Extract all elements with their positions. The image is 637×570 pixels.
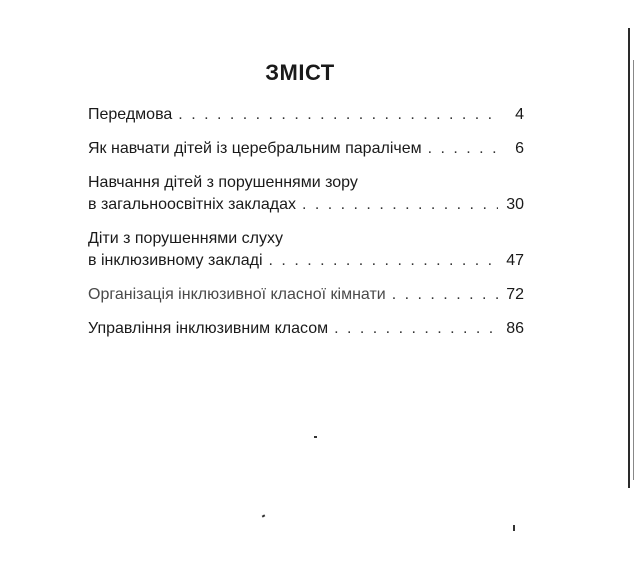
page-edge-shadow [628, 28, 630, 488]
toc-page-number: 6 [515, 140, 524, 157]
toc-title: ЗМІСТ [265, 60, 335, 85]
dot-leader [178, 104, 498, 126]
page-edge-line [633, 60, 634, 480]
toc-entry [88, 138, 524, 160]
toc-entry-title: Організація інклюзивної класної кімнати [88, 286, 386, 303]
dot-leader [302, 194, 498, 216]
scan-speck [314, 436, 317, 438]
dot-leader [392, 284, 498, 306]
scan-speck [513, 525, 515, 531]
toc-entry [88, 228, 524, 272]
dot-leader [428, 138, 498, 160]
dot-leader [334, 318, 498, 340]
toc-entry [88, 104, 524, 126]
toc-entry-title-line1: Навчання дітей з порушеннями зору [88, 174, 358, 191]
toc-entry [88, 318, 524, 340]
toc-page-number: 72 [506, 286, 524, 303]
toc-page-number: 4 [515, 106, 524, 123]
toc-entry-title-line2: в інклюзивному закладі [88, 252, 263, 269]
table-of-contents [88, 104, 524, 352]
toc-entry [88, 284, 524, 306]
scan-speck [262, 514, 266, 517]
toc-page-number: 30 [506, 196, 524, 213]
toc-entry-title: Управління інклюзивним класом [88, 320, 329, 337]
dot-leader [269, 250, 498, 272]
toc-entry-title: Як навчати дітей із церебральним паралічем [88, 140, 422, 157]
toc-entry-title: Передмова [88, 106, 173, 123]
toc-entry-title-line2: в загальноосвітніх закладах [88, 196, 296, 213]
toc-page-number: 47 [506, 252, 524, 269]
toc-page-number: 86 [506, 320, 524, 337]
toc-entry-title-line1: Діти з порушеннями слуху [88, 230, 283, 247]
toc-entry [88, 172, 524, 216]
